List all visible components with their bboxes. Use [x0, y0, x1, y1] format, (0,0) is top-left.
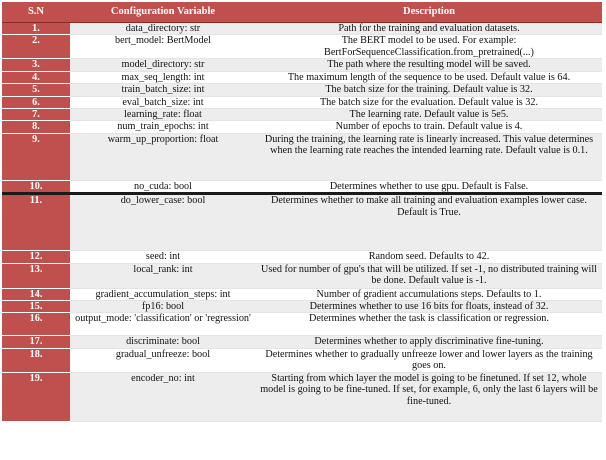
row-number: 8. [2, 121, 70, 133]
row-number: 5. [2, 84, 70, 96]
config-variable: local_rank: int [70, 263, 256, 288]
table-body [2, 23, 602, 422]
row-number: 2. [2, 35, 70, 59]
config-description: Used for number of gpu's that will be utilized. If set -1, no distributed training will be done. Default value is -1. [256, 263, 602, 288]
table-row [2, 96, 602, 108]
row-number: 16. [2, 313, 70, 336]
table-row [2, 121, 602, 133]
table-row [2, 71, 602, 83]
table-row [2, 263, 602, 288]
row-number: 17. [2, 336, 70, 348]
config-variable: bert_model: BertModel [70, 35, 256, 59]
config-variable: do_lower_case: bool [70, 194, 256, 251]
row-number: 18. [2, 348, 70, 372]
config-variable: max_seq_length: int [70, 71, 256, 83]
config-description: Random seed. Defaults to 42. [256, 251, 602, 263]
row-number: 6. [2, 96, 70, 108]
row-number: 1. [2, 23, 70, 35]
row-number: 19. [2, 372, 70, 421]
table-row [2, 194, 602, 251]
config-description: Determines whether to apply discriminative fine-tuning. [256, 336, 602, 348]
table-row [2, 180, 602, 193]
config-description: During the training, the learning rate is linearly increased. This value determines when the learning rate reaches the intended learning rate. Default value is 0.1. [256, 133, 602, 180]
row-number: 7. [2, 109, 70, 121]
row-number: 11. [2, 194, 70, 251]
table-row [2, 336, 602, 348]
config-description: The BERT model to be used. For example: BertForSequenceClassification.from_pretrained(...) [256, 35, 602, 59]
config-variable: fp16: bool [70, 301, 256, 313]
config-description: Number of epochs to train. Default value is 4. [256, 121, 602, 133]
table-row [2, 372, 602, 421]
config-description: Number of gradient accumulations steps. Defaults to 1. [256, 288, 602, 300]
table-row [2, 84, 602, 96]
config-variable: gradual_unfreeze: bool [70, 348, 256, 372]
config-variable: gradient_accumulation_steps: int [70, 288, 256, 300]
header-description: Description [256, 2, 602, 23]
table-row [2, 301, 602, 313]
row-number: 15. [2, 301, 70, 313]
config-description: Determines whether to use 16 bits for floats, instead of 32. [256, 301, 602, 313]
table-row [2, 288, 602, 300]
config-description: Determines whether to gradually unfreeze lower and lower layers as the training goes on. [256, 348, 602, 372]
config-variable: train_batch_size: int [70, 84, 256, 96]
config-variable: model_directory: str [70, 59, 256, 71]
table-row [2, 59, 602, 71]
config-description: The learning rate. Default value is 5e5. [256, 109, 602, 121]
table-row [2, 313, 602, 336]
configuration-table [2, 2, 602, 422]
config-description: Path for the training and evaluation datasets. [256, 23, 602, 35]
config-variable: output_mode: 'classification' or 'regression' [70, 313, 256, 336]
config-variable: discriminate: bool [70, 336, 256, 348]
config-description: The batch size for the evaluation. Default value is 32. [256, 96, 602, 108]
table-row [2, 348, 602, 372]
config-variable: num_train_epochs: int [70, 121, 256, 133]
table-row [2, 109, 602, 121]
config-variable: warm_up_proportion: float [70, 133, 256, 180]
table-header-row [2, 2, 602, 23]
config-variable: encoder_no: int [70, 372, 256, 421]
config-variable: learning_rate: float [70, 109, 256, 121]
row-number: 14. [2, 288, 70, 300]
header-sn: S.N [2, 2, 70, 23]
row-number: 10. [2, 180, 70, 193]
table-row [2, 251, 602, 263]
row-number: 12. [2, 251, 70, 263]
config-description: The path where the resulting model will be saved. [256, 59, 602, 71]
table-row [2, 133, 602, 180]
config-variable: no_cuda: bool [70, 180, 256, 193]
config-variable: seed: int [70, 251, 256, 263]
table-row [2, 23, 602, 35]
config-description: Determines whether the task is classification or regression. [256, 313, 602, 336]
header-configuration-variable: Configuration Variable [70, 2, 256, 23]
row-number: 3. [2, 59, 70, 71]
row-number: 9. [2, 133, 70, 180]
row-number: 4. [2, 71, 70, 83]
row-number: 13. [2, 263, 70, 288]
config-description: Starting from which layer the model is going to be finetuned. If set 12, whole model is going to be fine-tuned. If set, for example, 6, only the last 6 layers will be fine-tuned. [256, 372, 602, 421]
config-description: Determines whether to use gpu. Default is False. [256, 180, 602, 193]
config-description: Determines whether to make all training and evaluation examples lower case. Default is True. [256, 194, 602, 251]
config-variable: data_directory: str [70, 23, 256, 35]
table-row [2, 35, 602, 59]
config-description: The batch size for the training. Default value is 32. [256, 84, 602, 96]
config-variable: eval_batch_size: int [70, 96, 256, 108]
config-description: The maximum length of the sequence to be used. Default value is 64. [256, 71, 602, 83]
